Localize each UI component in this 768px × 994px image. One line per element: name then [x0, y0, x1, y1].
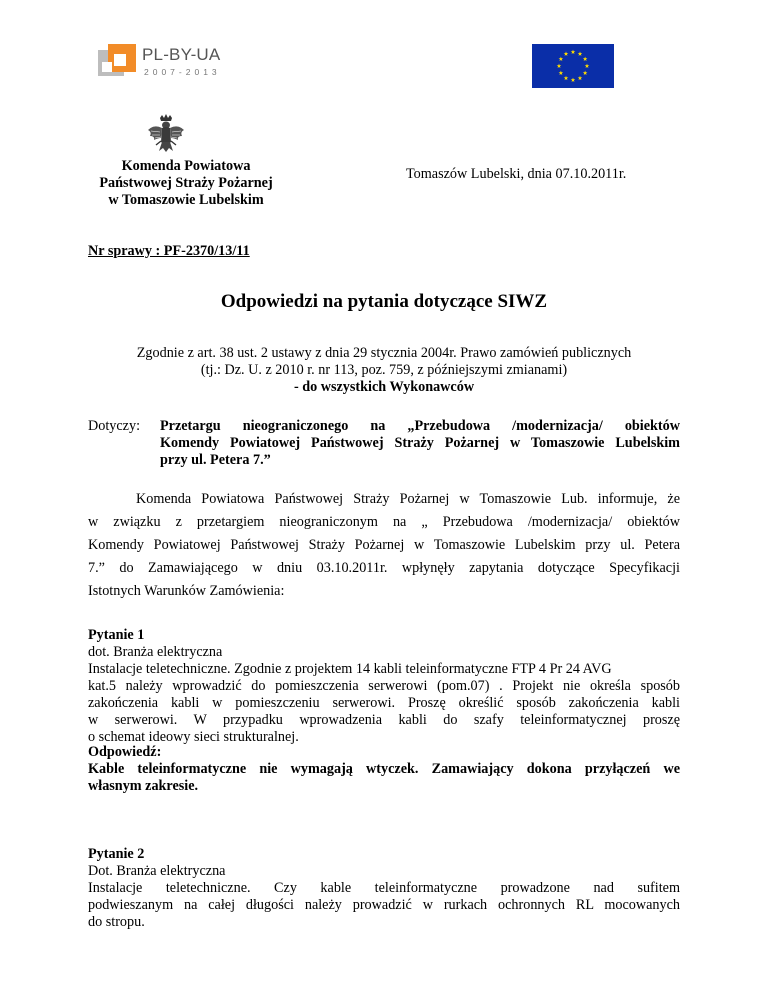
- document-title: Odpowiedzi na pytania dotyczące SIWZ: [220, 291, 548, 312]
- recipients-line: - do wszystkich Wykonawców: [293, 379, 475, 395]
- legal-basis-line: Zgodnie z art. 38 ust. 2 ustawy z dnia 29 stycznia 2004r. Prawo zamówień publicznych: [136, 345, 632, 361]
- concerns-label: Dotyczy:: [88, 418, 141, 434]
- intro-line: Komenda Powiatowa Państwowej Straży Pożarnej w Tomaszowie Lub. informuje, że: [136, 491, 680, 507]
- intro-line: w związku z przetargiem nieograniczonym na „ Przebudowa /modernizacja/ obiektów: [88, 514, 680, 530]
- intro-line: 7.” do Zamawiającego w dniu 03.10.2011r. wpłynęły zapytania dotyczące Specyfikacji: [88, 560, 680, 576]
- place-and-date: Tomaszów Lubelski, dnia 07.10.2011r.: [406, 166, 627, 182]
- legal-basis-line: (tj.: Dz. U. z 2010 r. nr 113, poz. 759, z późniejszymi zmianami): [200, 362, 568, 378]
- concerns-line: Komendy Powiatowej Państwowej Straży Pożarnej w Tomaszowie Lubelskim: [160, 435, 680, 451]
- question-line: w serwerowi. W przypadku wprowadzenia kabli do szafy teleinformatycznej proszę: [88, 712, 680, 728]
- intro-paragraph: [88, 488, 680, 603]
- question-line: Instalacje teletechniczne. Czy kable teleinformatyczne prowadzone nad sufitem: [88, 880, 680, 896]
- question-line: kat.5 należy wprowadzić do pomieszczenia serwerowi (pom.07) . Projekt nie określa sposób: [88, 678, 680, 694]
- program-years: 2007-2013: [144, 67, 221, 77]
- issuer-block: [88, 158, 284, 209]
- answer-1: [88, 744, 680, 795]
- question-1: [88, 627, 680, 746]
- question-heading: Pytanie 1: [88, 627, 145, 643]
- question-subject: dot. Branża elektryczna: [88, 644, 223, 660]
- question-line: do stropu.: [88, 914, 145, 930]
- intro-line: Istotnych Warunków Zamówienia:: [88, 583, 285, 599]
- question-heading: Pytanie 2: [88, 846, 145, 862]
- question-line: o schemat ideowy sieci strukturalnej.: [88, 729, 299, 745]
- concerns-line: Przetargu nieograniczonego na „Przebudowa /modernizacja/ obiektów: [160, 418, 680, 434]
- polish-eagle-icon: [146, 114, 186, 154]
- answer-line: Kable teleinformatyczne nie wymagają wtyczek. Zamawiający dokona przyłączeń we: [88, 761, 680, 777]
- program-name: PL-BY-UA: [142, 45, 221, 64]
- concerns-line: przy ul. Petera 7.”: [160, 452, 271, 468]
- answer-line: własnym zakresie.: [88, 778, 199, 794]
- question-2: [88, 846, 680, 931]
- program-logo: [98, 44, 238, 84]
- legal-basis: [88, 345, 680, 396]
- case-number: Nr sprawy : PF-2370/13/11: [88, 243, 250, 259]
- answer-heading: Odpowiedź:: [88, 744, 162, 760]
- plby-logo-icon: [98, 44, 136, 82]
- eu-flag-icon: [532, 44, 614, 88]
- issuer-line: w Tomaszowie Lubelskim: [108, 192, 264, 208]
- issuer-line: Komenda Powiatowa: [121, 158, 251, 174]
- concerns-subject: [160, 418, 680, 469]
- question-subject: Dot. Branża elektryczna: [88, 863, 226, 879]
- intro-line: Komendy Powiatowej Państwowej Straży Pożarnej w Tomaszowie Lubelskim przy ul. Petera: [88, 537, 680, 553]
- question-line: podwieszanym na całej długości należy prowadzić w rurkach ochronnych RL mocowanych: [88, 897, 680, 913]
- question-line: Instalacje teletechniczne. Zgodnie z projektem 14 kabli teleinformatyczne FTP 4 Pr 24 AVG: [88, 661, 612, 677]
- issuer-line: Państwowej Straży Pożarnej: [99, 175, 273, 191]
- question-line: zakończenia kabli w pomieszczeniu serwerowi. Proszę określić sposób zakończenia kabli: [88, 695, 680, 711]
